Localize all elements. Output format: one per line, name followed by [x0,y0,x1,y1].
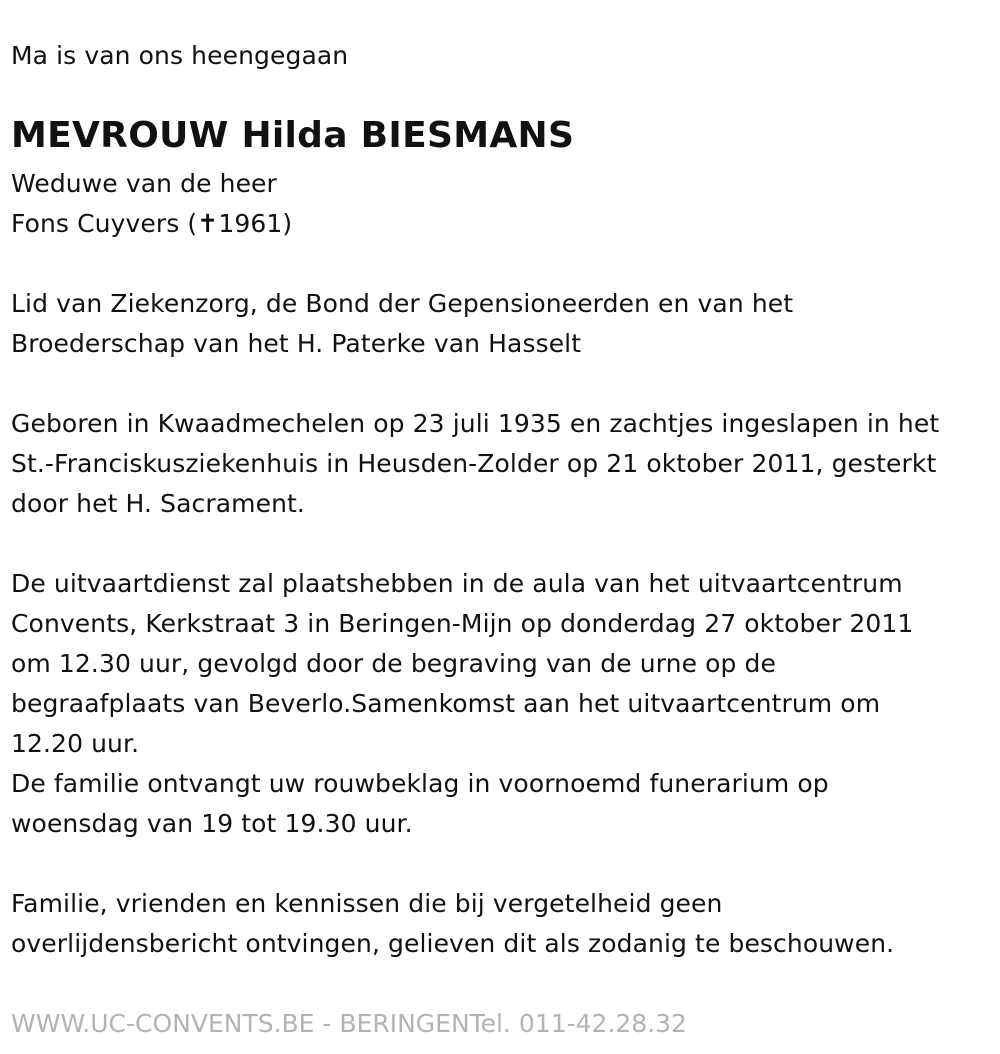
widow-line-2 [11,204,292,244]
birth-death-section [11,404,939,524]
family-note-line: overlijdensbericht ontvingen, gelieven dit als zodanig te beschouwen. [11,929,895,958]
family-note-section [11,884,894,964]
membership-line: Lid van Ziekenzorg, de Bond der Gepensioneerden en van het [11,289,794,318]
spouse-name: Fons Cuyvers ( [11,209,198,238]
birth-death-line: Geboren in Kwaadmechelen op 23 juli 1935 en zachtjes ingeslapen in het [11,409,940,438]
footer-contact: WWW.UC-CONVENTS.BE - BERINGENTel. 011-42.28.32 [11,1009,687,1038]
intro-text: Ma is van ons heengegaan [11,41,349,70]
membership-line: Broederschap van het H. Paterke van Hasselt [11,329,582,358]
birth-death-line: St.-Franciskusziekenhuis in Heusden-Zolder op 21 oktober 2011, gesterkt [11,449,937,478]
funeral-line: begraafplaats van Beverlo.Samenkomst aan het uitvaartcentrum om [11,689,881,718]
funeral-line: Convents, Kerkstraat 3 in Beringen-Mijn op donderdag 27 oktober 2011 [11,609,914,638]
funeral-line: De uitvaartdienst zal plaatshebben in de aula van het uitvaartcentrum [11,569,903,598]
family-note-line: Familie, vrienden en kennissen die bij vergetelheid geen [11,889,723,918]
widow-section [11,164,292,244]
deceased-name-heading: MEVROUW Hilda BIESMANS [11,115,575,156]
funeral-line: woensdag van 19 tot 19.30 uur. [11,809,413,838]
spouse-death-year: 1961) [218,209,293,238]
widow-line-1: Weduwe van de heer [11,169,277,198]
funeral-line: De familie ontvangt uw rouwbeklag in voornoemd funerarium op [11,769,829,798]
membership-section [11,284,793,364]
funeral-line: 12.20 uur. [11,729,140,758]
cross-icon: ✝ [197,209,219,238]
birth-death-line: door het H. Sacrament. [11,489,305,518]
funeral-line: om 12.30 uur, gevolgd door de begraving van de urne op de [11,649,776,678]
funeral-section [11,564,913,844]
